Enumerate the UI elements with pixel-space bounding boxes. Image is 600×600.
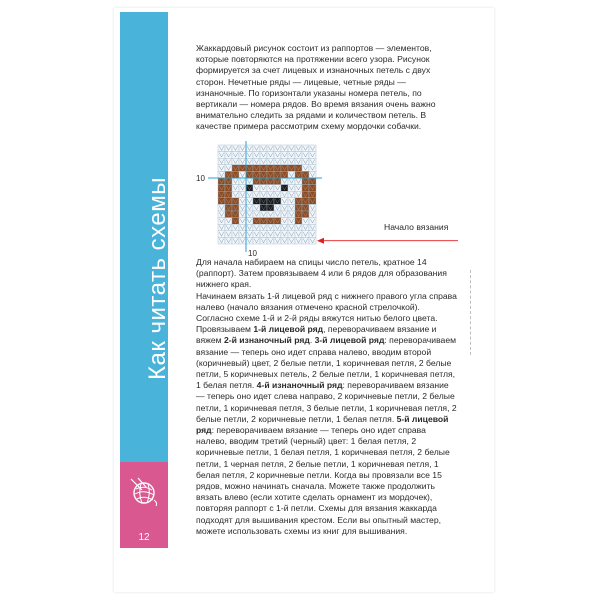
start-label: Начало вязания — [384, 222, 449, 232]
instructions-block — [196, 257, 458, 537]
row-5-label: 5-й лицевой ряд — [196, 413, 449, 436]
chapter-title: Как читать схемы — [144, 177, 171, 380]
page-number: 12 — [138, 532, 150, 543]
intro-text: Жаккардовый рисунок состоит из раппортов — элементов, которые повторяются на протяжении всего узора. Рисунок формируется за счет лицевых и изнаночных петель с двух сторон. Нечетные ряды — лицевые, четные ряды — изнаночные. По горизонтали указаны номера петель, по вертикали — номера рядов. Во время вязания очень важно внимательно следить за рядами и количеством петель. В качестве примера рассмотрим схему мордочки собачки. — [196, 43, 436, 132]
row-2-label: 2-й изнаночный ряд — [223, 335, 310, 346]
col-number-label: 10 — [248, 249, 257, 256]
instructions-rows: Начинаем вязать 1-й лицевой ряд с нижнего правого угла справа налево (начало вязания отмечено красной стрелочкой). Согласно схеме 1-й и 2-й ряды вяжутся нитью белого цвета. Провязываем 1-й лицевой ряд, переворачиваем вязание и вяжем 2-й изнаночный ряд. 3-й лицевой ряд: переворачиваем вязание — теперь оно идет справа налево, вводим второй (коричневый) цвет, 2 белые петли, 1 коричневая петля, 2 белые петли, 5 коричневых петель, 2 белые петли, 1 коричневая петля, 1 белая петля. 4-й изнаночный ряд: переворачиваем вязание — теперь оно идет слева направо, 2 коричневые петли, 2 белые петли, 1 коричневая петля, 3 белые петли, 1 коричневая петля, 2 белые петли, 2 коричневые петли, 1 белая петля. 5-й лицевой ряд: переворачиваем вязание — теперь оно идет справа налево, вводим третий (черный) цвет: 1 белая петля, 2 коричневые петли, 1 белая петля, 1 коричневая петля, 2 белые петли, 1 черная петля, 2 белые петли, 1 коричневая петля, 1 белая петля, 2 коричневые петли. Когда вы провязали все 15 рядов, можно начинать сначала. Можете также продолжить вязать влево (если хотите сделать орнамент из мордочек), повторяя раппорт с 1-й петли. Схемы для вязания жаккарда подходят для вышивания крестом. Если вы опытный мастер, можете использовать схемы из книг для вышивания. — [196, 290, 457, 536]
instructions-intro: Для начала набираем на спицы число петель, кратное 14 (раппорт). Затем провязываем 4 или 6 рядов для образования нижнего края. — [196, 257, 447, 290]
row-4-label: 4-й изнаночный ряд — [256, 380, 343, 391]
yarn-ball-icon — [128, 476, 160, 508]
arrow-icon — [317, 238, 324, 244]
chart-grid — [196, 141, 466, 256]
row-1-label: 1-й лицевой ряд — [253, 324, 324, 335]
knitting-chart — [196, 141, 466, 256]
row-number-label: 10 — [196, 174, 205, 183]
margin-divider — [470, 270, 471, 355]
intro-paragraph — [196, 43, 458, 133]
row-3-label: 3-й лицевой ряд — [314, 335, 385, 346]
